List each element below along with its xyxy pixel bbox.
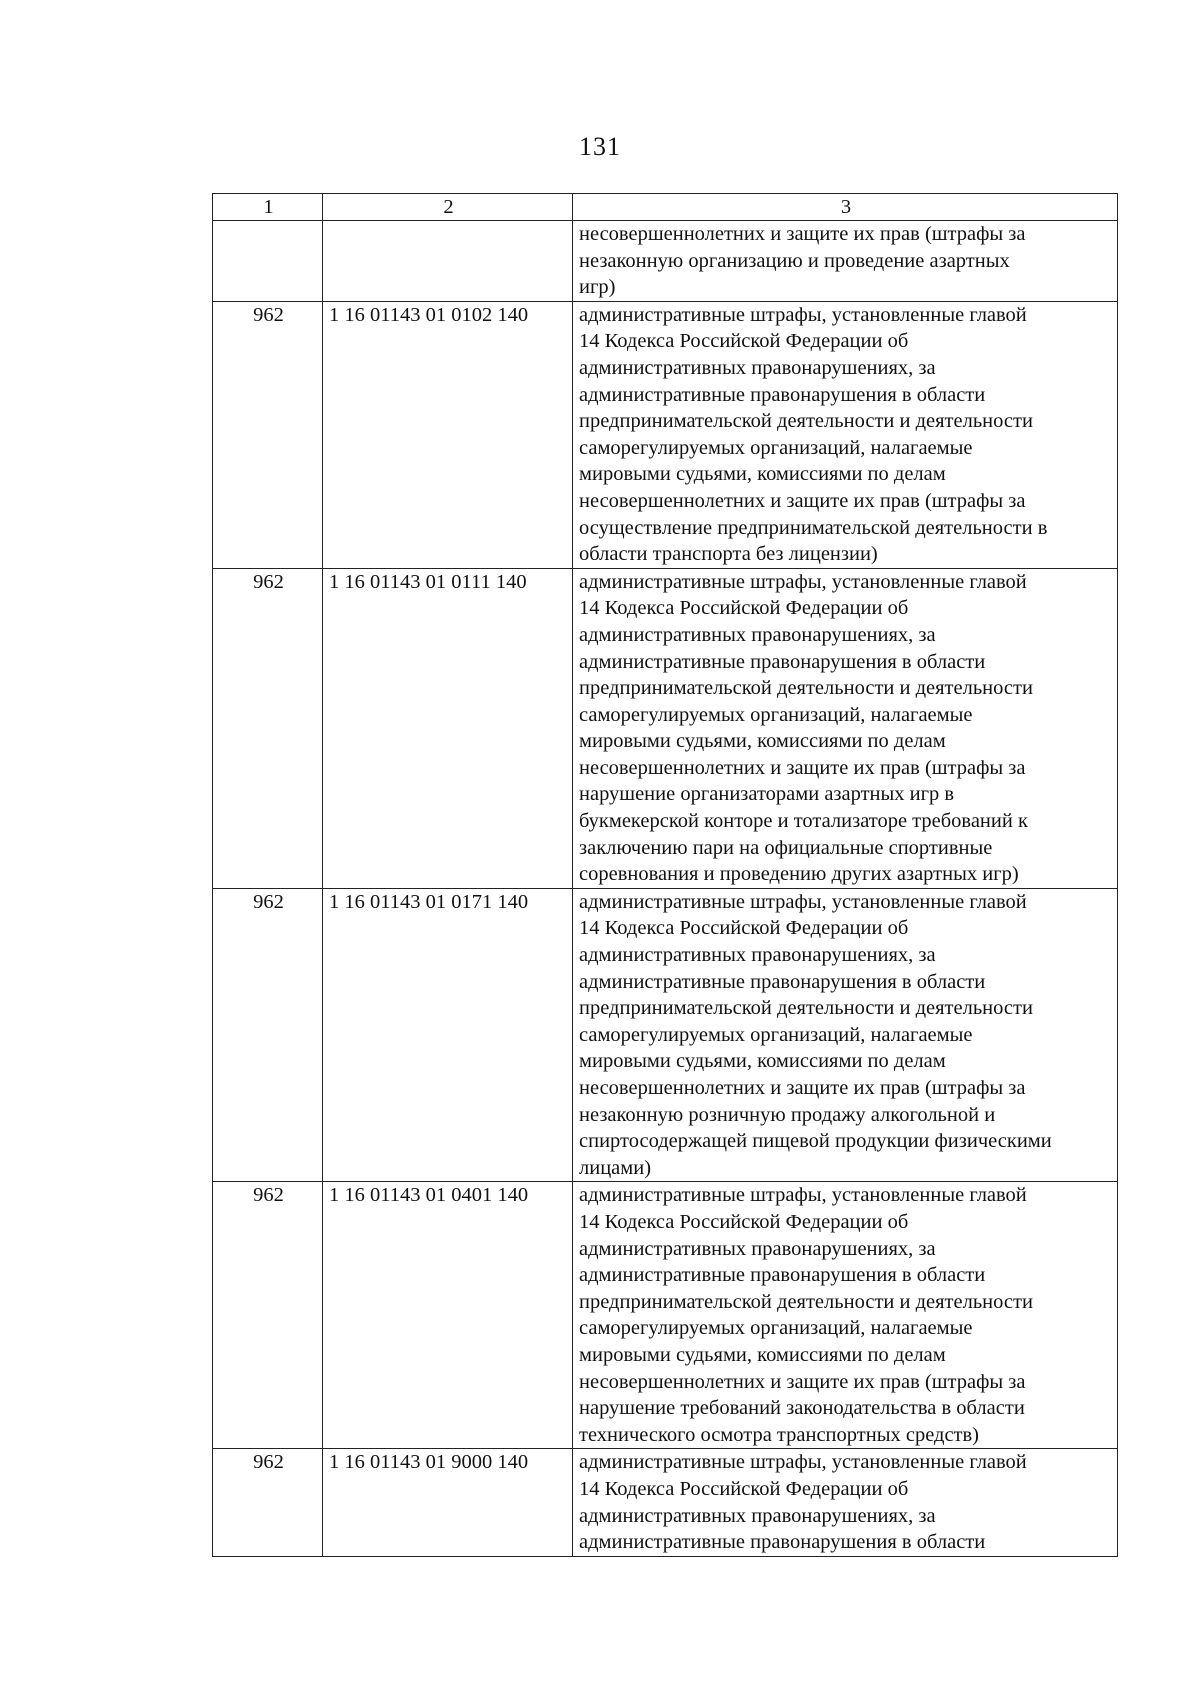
description-line: заключению пари на официальные спортивные (579, 836, 993, 859)
description-line: технического осмотра транспортных средств) (579, 1423, 980, 1446)
revenue-codes-table (212, 193, 1118, 1557)
description-line: административные правонарушения в области (579, 970, 986, 993)
description-line: несовершеннолетних и защите их прав (штрафы за (579, 1370, 1026, 1393)
description-line: букмекерской конторе и тотализаторе требований к (579, 810, 1028, 833)
description-line: административных правонарушениях, за (579, 1504, 936, 1527)
budget-code-cell: 1 16 01143 01 0171 140 (323, 888, 573, 1182)
description-line: 14 Кодекса Российской Федерации об (579, 597, 909, 620)
header-col-2: 2 (323, 194, 573, 221)
description-line: саморегулируемых организаций, налагаемые (579, 436, 973, 459)
description-line: незаконную организацию и проведение азартных (579, 249, 1010, 272)
admin-code-cell: 962 (213, 301, 323, 568)
description-cell (573, 568, 1118, 888)
description-line: несовершеннолетних и защите их прав (штрафы за (579, 1077, 1026, 1099)
budget-code-cell: 1 16 01143 01 0401 140 (323, 1182, 573, 1449)
description-line: 14 Кодекса Российской Федерации об (579, 1477, 909, 1500)
header-row (213, 194, 1118, 221)
description-line: 14 Кодекса Российской Федерации об (579, 1210, 909, 1233)
description-line: предпринимательской деятельности и деятельности (579, 997, 1033, 1020)
admin-code-cell (213, 221, 323, 302)
admin-code-cell: 962 (213, 1449, 323, 1556)
description-line: предпринимательской деятельности и деятельности (579, 677, 1033, 700)
description-line: административных правонарушениях, за (579, 356, 936, 379)
budget-code-cell (323, 221, 573, 302)
table-body (213, 221, 1118, 1557)
description-line: лицами) (579, 1156, 652, 1179)
table-row (213, 568, 1118, 888)
description-line: несовершеннолетних и защите их прав (штрафы за (579, 756, 1026, 779)
table-row (213, 1449, 1118, 1556)
header-col-1: 1 (213, 194, 323, 221)
page-number: 131 (579, 132, 621, 161)
description-line: административные штрафы, установленные главой (579, 890, 1027, 913)
table-row (213, 221, 1118, 302)
description-cell (573, 301, 1118, 568)
description-line: мировыми судьями, комиссиями по делам (579, 730, 946, 753)
description-line: административных правонарушениях, за (579, 1237, 936, 1260)
description-line: административные штрафы, установленные главой (579, 1451, 1027, 1474)
description-line: предпринимательской деятельности и деятельности (579, 1290, 1033, 1313)
description-line: административные правонарушения в области (579, 383, 986, 406)
budget-code-cell: 1 16 01143 01 9000 140 (323, 1449, 573, 1556)
description-line: нарушение требований законодательства в области (579, 1397, 1025, 1420)
description-line: административных правонарушениях, за (579, 623, 936, 646)
description-line: игр) (579, 276, 616, 299)
admin-code-cell: 962 (213, 568, 323, 888)
header-col-3: 3 (573, 194, 1118, 221)
description-line: мировыми судьями, комиссиями по делам (579, 1343, 946, 1366)
table-row (213, 888, 1118, 1182)
description-line: спиртосодержащей пищевой продукции физическими (579, 1130, 1052, 1153)
description-line: саморегулируемых организаций, налагаемые (579, 703, 973, 726)
description-line: административные правонарушения в области (579, 1264, 986, 1287)
description-line: административные штрафы, установленные главой (579, 570, 1027, 593)
description-cell (573, 1182, 1118, 1449)
description-line: административные правонарушения в области (579, 1531, 986, 1554)
description-line: незаконную розничную продажу алкогольной и (579, 1103, 996, 1126)
description-line: осуществление предпринимательской деятельности в (579, 516, 1048, 539)
description-line: области транспорта без лицензии) (579, 543, 878, 566)
description-line: административные штрафы, установленные главой (579, 303, 1027, 326)
description-line: 14 Кодекса Российской Федерации об (579, 917, 909, 940)
description-line: мировыми судьями, комиссиями по делам (579, 1050, 946, 1073)
table-header (213, 194, 1118, 221)
table-row (213, 1182, 1118, 1449)
description-line: несовершеннолетних и защите их прав (штрафы за (579, 223, 1026, 245)
description-line: административные правонарушения в области (579, 650, 986, 673)
description-line: саморегулируемых организаций, налагаемые (579, 1023, 973, 1046)
table-row (213, 301, 1118, 568)
description-line: мировыми судьями, комиссиями по делам (579, 463, 946, 486)
description-line: нарушение организаторами азартных игр в (579, 783, 955, 806)
description-cell (573, 221, 1118, 302)
description-line: административных правонарушениях, за (579, 944, 936, 967)
description-line: предпринимательской деятельности и деятельности (579, 410, 1033, 433)
description-line: соревнования и проведению других азартных игр) (579, 863, 1019, 886)
budget-code-cell: 1 16 01143 01 0102 140 (323, 301, 573, 568)
description-line: саморегулируемых организаций, налагаемые (579, 1317, 973, 1340)
admin-code-cell: 962 (213, 1182, 323, 1449)
admin-code-cell: 962 (213, 888, 323, 1182)
description-cell (573, 1449, 1118, 1556)
description-line: 14 Кодекса Российской Федерации об (579, 330, 909, 353)
budget-code-cell: 1 16 01143 01 0111 140 (323, 568, 573, 888)
description-line: несовершеннолетних и защите их прав (штрафы за (579, 489, 1026, 512)
description-cell (573, 888, 1118, 1182)
description-line: административные штрафы, установленные главой (579, 1184, 1027, 1207)
